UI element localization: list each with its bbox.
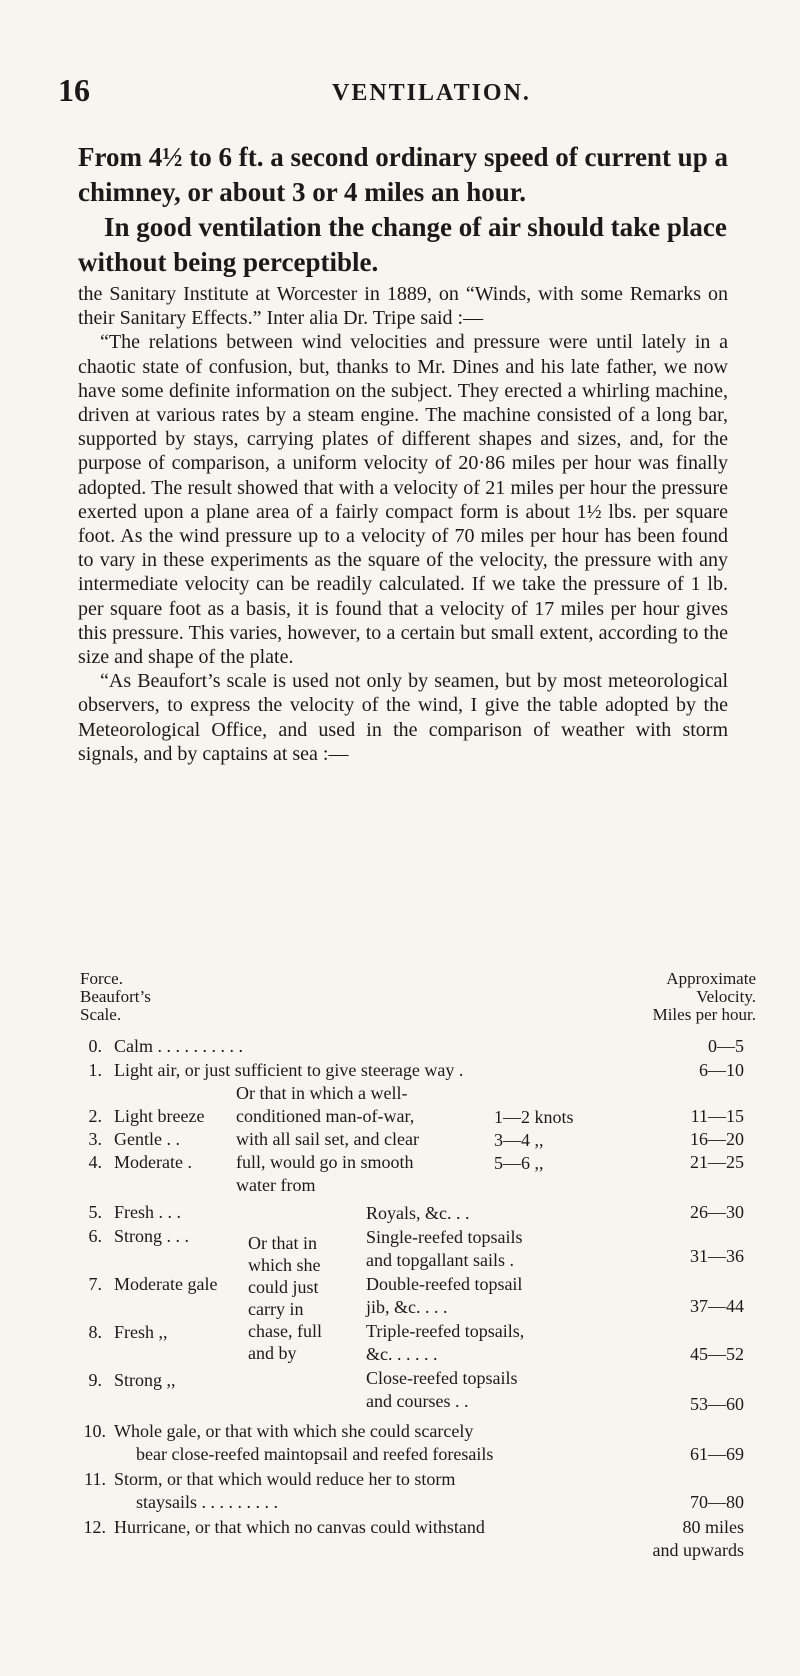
running-title: VENTILATION. xyxy=(332,80,531,106)
table-row: 7. Moderate gale 37—44 xyxy=(88,1274,744,1316)
knots-column: 1—2 knots 3—4 ,, 5—6 ,, xyxy=(494,1107,574,1173)
table-row: 9. Strong ,, 53—60 xyxy=(88,1370,744,1414)
page-number: 16 xyxy=(58,72,90,108)
lead-paragraph: From 4½ to 6 ft. a second ordinary speed of current up a chimney, or about 3 or 4 miles an hour. xyxy=(78,142,728,207)
table-header-left: Force. Beaufort’s Scale. xyxy=(80,969,151,1024)
table-row: 2. Light breeze 11—15 xyxy=(88,1106,744,1126)
page-header xyxy=(0,72,800,112)
table-header xyxy=(76,970,756,1036)
lead-paragraph: In good ventilation the change of air should take place without being perceptible. xyxy=(78,212,727,277)
body-text xyxy=(78,282,728,766)
table-body: 0. Calm . . . . . . . . . . 0—5 1. Light air, or just sufficient to give steerage way . 6—10 2. Light breeze 11—15 3. Gentle . . 16—20 4. Moderate . 21—25 Or that in which a well- conditioned man-of-war, with all sail set, and clear full, would go in smooth water from 1—2 knots 3—4 ,, 5—6 ,, 5. Fresh . . . 26—30 6. Strong . . . 31—36 7. Moderate gale 37—44 8. Fresh ,, 45—52 9. Strong ,, 53—60 Or that in which she could just carry in chase, full and by Royals, &c. . . Single-reefed topsails and topgallant sails . Double-reefed topsail jib, &c. . . . Triple-reefed topsails, &c. . . . . . Close-reefed topsails and courses . . 10. Whole gale, or that with which she could scarcely bear close-reefed maintopsail and reefed foresails 61—69 11. Storm, or that which would reduce her to storm staysails . . . . . . . . . 70—80 12. Hurricane, or that which no canvas could withstand 80 miles and upwards xyxy=(76,1036,756,1676)
table-row: 8. Fresh ,, 45—52 xyxy=(88,1322,744,1364)
table-row: 1. Light air, or just sufficient to give steerage way . 6—10 xyxy=(88,1060,744,1080)
table-header-right: Approximate Velocity. Miles per hour. xyxy=(652,969,756,1024)
sails-column: Royals, &c. . . Single-reefed topsails and topgallant sails . Double-reefed topsail jib, &c. . . . Triple-reefed topsails, &c. . . . . . Close-reefed topsails and courses . . xyxy=(366,1203,525,1411)
body-paragraph: “As Beaufort’s scale is used not only by seamen, but by most meteorological observers, to express the velocity of the wind, I give the table adopted by the Meteorological Office, and used in the comparison of weather with storm signals, and by captains at sea :— xyxy=(78,670,728,765)
body-paragraph: the Sanitary Institute at Worcester in 1889, on “Winds, with some Remarks on their Sanitary Effects.” Inter alia Dr. Tripe said :— xyxy=(78,283,728,330)
chase-note: Or that in which she could just carry in chase, full and by xyxy=(248,1233,322,1363)
lead-paragraphs xyxy=(78,140,728,280)
body-paragraph: “The relations between wind velocities and pressure were until lately in a chaotic state of confusion, but, thanks to Mr. Dines and his late father, we now have some definite information on the subject. They erected a whirling machine, driven at various rates by a steam engine. The machine consisted of a long bar, supported by stays, carrying plates of different shapes and sizes, and, for the purpose of comparison, a uniform velocity of 20·86 miles per hour was finally adopted. The result showed that with a velocity of 21 miles per hour the pressure exerted upon a plane area of a fairly compact form is about 1½ lbs. per square foot. As the wind pressure up to a velocity of 70 miles per hour has been found to vary in these experiments as the square of the velocity, the pressure with any intermediate velocity can be readily calculated. If we take the pressure of 1 lb. per square foot as a basis, it is found that a velocity of 17 miles per hour gives this pressure. This varies, however, to a certain but small extent, according to the size and shape of the plate. xyxy=(78,331,728,669)
table-row: 4. Moderate . 21—25 xyxy=(88,1152,744,1172)
table-row: 0. Calm . . . . . . . . . . 0—5 xyxy=(88,1036,744,1056)
table-row: 3. Gentle . . 16—20 xyxy=(88,1129,744,1149)
beaufort-table xyxy=(76,970,756,1676)
table-row: 5. Fresh . . . 26—30 xyxy=(88,1202,744,1222)
table-row: 6. Strong . . . 31—36 xyxy=(88,1226,744,1266)
man-of-war-note: Or that in which a well- conditioned man-of-war, with all sail set, and clear full, would go in smooth water from xyxy=(236,1083,419,1195)
